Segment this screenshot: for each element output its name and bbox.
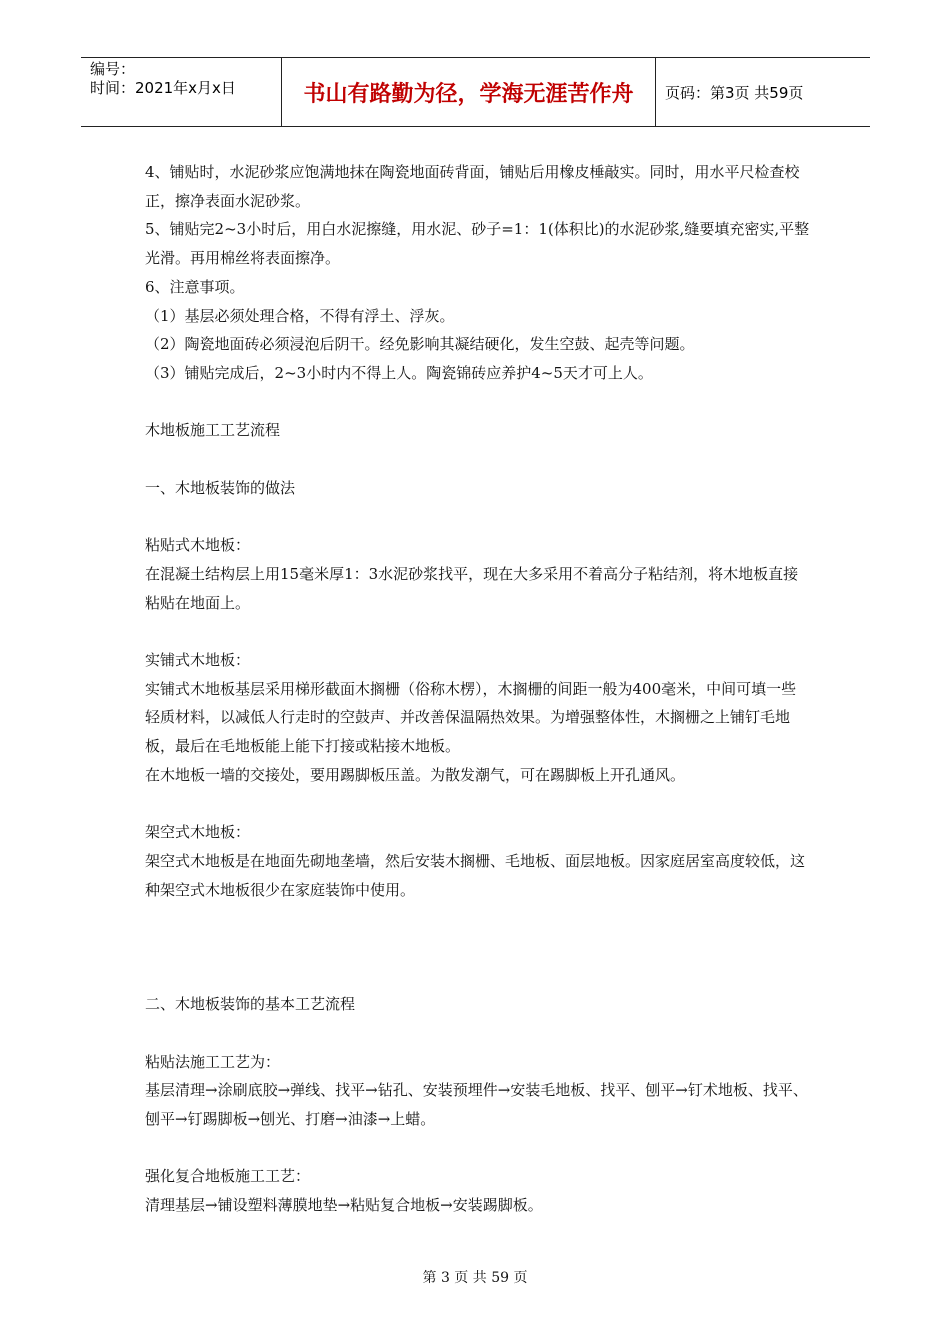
paragraph: 基层清理→涂刷底胶→弹线、找平→钻孔、安装预埋件→安装毛地板、找平、刨平→钉术地板、找平、刨平→钉踢脚板→刨光、打磨→油漆→上蜡。 [145, 1081, 808, 1128]
subheading: 实铺式木地板： [145, 650, 251, 669]
document-body [145, 158, 810, 1220]
page-footer: 第 3 页 共 59 页 [422, 1270, 528, 1286]
paragraph: （2）陶瓷地面砖必须浸泡后阴干。经免影响其凝结硬化，发生空鼓、起壳等问题。 [145, 335, 695, 354]
subheading: 粘贴式木地板： [145, 536, 251, 555]
section-heading: 二、木地板装饰的基本工艺流程 [145, 995, 356, 1014]
subheading: 强化复合地板施工工艺： [145, 1167, 311, 1186]
document-time-label: 时间：2021年x月x日 [90, 79, 236, 97]
paragraph: 实铺式木地板基层采用梯形截面木搁栅（俗称木楞），木搁栅的间距一般为400毫米，中间可填一些轻质材料，以减低人行走时的空鼓声、并改善保温隔热效果。为增强整体性，木搁栅之上铺钉毛地板，最后在毛地板能上能下打接或粘接木地板。 [145, 679, 797, 755]
section-title: 木地板施工工艺流程 [145, 421, 281, 440]
section-heading: 一、木地板装饰的做法 [145, 478, 296, 497]
header-page-label: 页码：第3页 共59页 [665, 83, 804, 102]
paragraph: 4、铺贴时，水泥砂浆应饱满地抹在陶瓷地面砖背面，铺贴后用橡皮棰敲实。同时，用水平尺检查校正，擦净表面水泥砂浆。 [145, 163, 800, 210]
paragraph: 架空式木地板是在地面先砌地垄墙，然后安装木搁栅、毛地板、面层地板。因家庭居室高度较低，这种架空式木地板很少在家庭装饰中使用。 [145, 851, 806, 899]
paragraph: 在混凝土结构层上用15毫米厚1：3水泥砂浆找平，现在大多采用不着高分子粘结剂，将木地板直接粘贴在地面上。 [145, 564, 799, 612]
paragraph: （1）基层必须处理合格，不得有浮土、浮灰。 [145, 306, 455, 325]
header-meta [81, 58, 282, 126]
paragraph: （3）铺贴完成后，2~3小时内不得上人。陶瓷锦砖应养护4~5天才可上人。 [145, 363, 653, 382]
paragraph: 5、铺贴完2~3小时后，用白水泥擦缝，用水泥、砂子=1：1(体积比)的水泥砂浆,缝要填充密实,平整光滑。再用棉丝将表面擦净。 [145, 220, 810, 268]
paragraph: 6、注意事项。 [145, 277, 245, 296]
paragraph: 在木地板一墙的交接处，要用踢脚板压盖。为散发潮气，可在踢脚板上开孔通风。 [145, 765, 686, 784]
document-number-label: 编号： [90, 60, 136, 78]
subheading: 粘贴法施工工艺为： [145, 1052, 281, 1071]
subheading: 架空式木地板： [145, 823, 251, 842]
page-header [81, 57, 870, 127]
header-motto: 书山有路勤为径，学海无涯苦作舟 [282, 58, 656, 126]
paragraph: 清理基层→铺设塑料薄膜地垫→粘贴复合地板→安装踢脚板。 [145, 1196, 543, 1215]
